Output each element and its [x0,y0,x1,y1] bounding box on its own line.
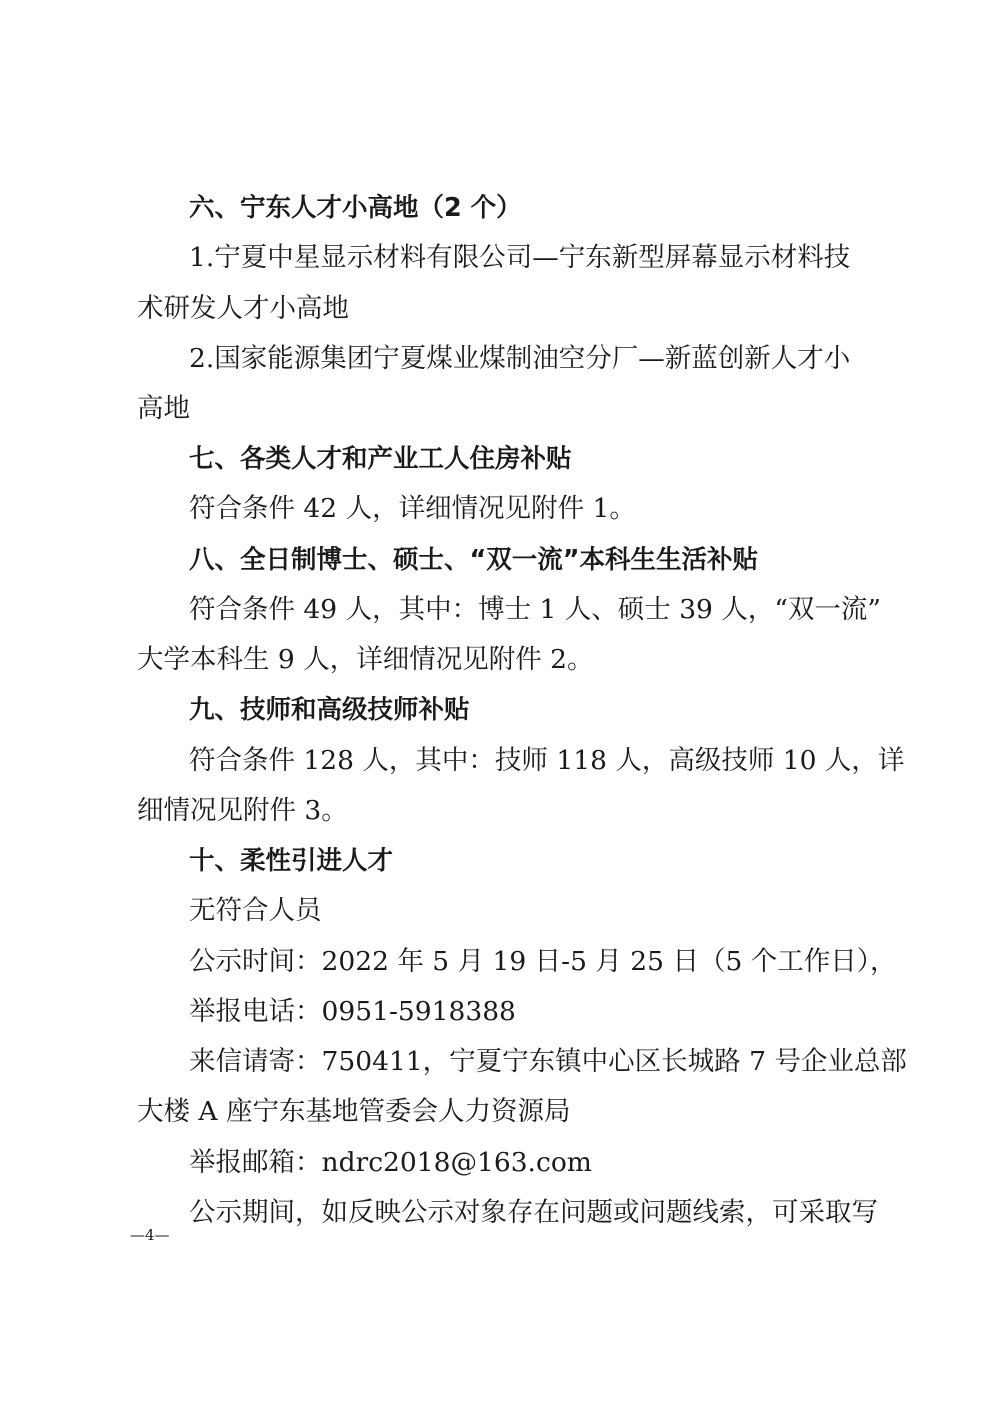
section-heading-7: 七、各类人才和产业工人住房补贴 [189,444,572,474]
list-item-1-line-2: 术研发人才小高地 [137,293,349,324]
paragraph-8-line-1: 符合条件 49 人，其中：博士 1 人、硕士 39 人，“双一流” [189,594,881,625]
mail-address-line-1: 来信请寄：750411，宁夏宁东镇中心区长城路 7 号企业总部 [189,1046,907,1077]
notice-period-line: 公示时间：2022 年 5 月 19 日-5 月 25 日（5 个工作日）， [189,946,897,977]
report-phone-line: 举报电话：0951-5918388 [189,996,516,1027]
report-email-line: 举报邮箱：ndrc2018@163.com [189,1147,592,1178]
list-item-2-line-2: 高地 [137,393,190,424]
list-item-2-line-1: 2.国家能源集团宁夏煤业煤制油空分厂—新蓝创新人才小 [189,343,851,374]
paragraph-9-line-2: 细情况见附件 3。 [137,795,348,826]
paragraph-8-line-2: 大学本科生 9 人，详细情况见附件 2。 [137,644,594,675]
closing-paragraph-line-1: 公示期间，如反映公示对象存在问题或问题线索，可采取写 [189,1197,878,1228]
list-item-1-line-1: 1.宁夏中星显示材料有限公司—宁东新型屏幕显示材料技 [189,242,851,273]
mail-address-line-2: 大楼 A 座宁东基地管委会人力资源局 [137,1096,571,1127]
section-heading-9: 九、技师和高级技师补贴 [189,695,470,725]
paragraph-9-line-1: 符合条件 128 人，其中：技师 118 人，高级技师 10 人，详 [189,745,905,776]
section-heading-10: 十、柔性引进人才 [189,846,394,876]
paragraph-7-line-1: 符合条件 42 人，详细情况见附件 1。 [189,493,636,524]
section-heading-8: 八、全日制博士、硕士、“双一流”本科生生活补贴 [189,545,759,575]
page-number: —4— [130,1226,170,1244]
paragraph-10-line-1: 无符合人员 [189,895,322,926]
section-heading-6: 六、宁东人才小高地（2 个） [189,193,522,223]
